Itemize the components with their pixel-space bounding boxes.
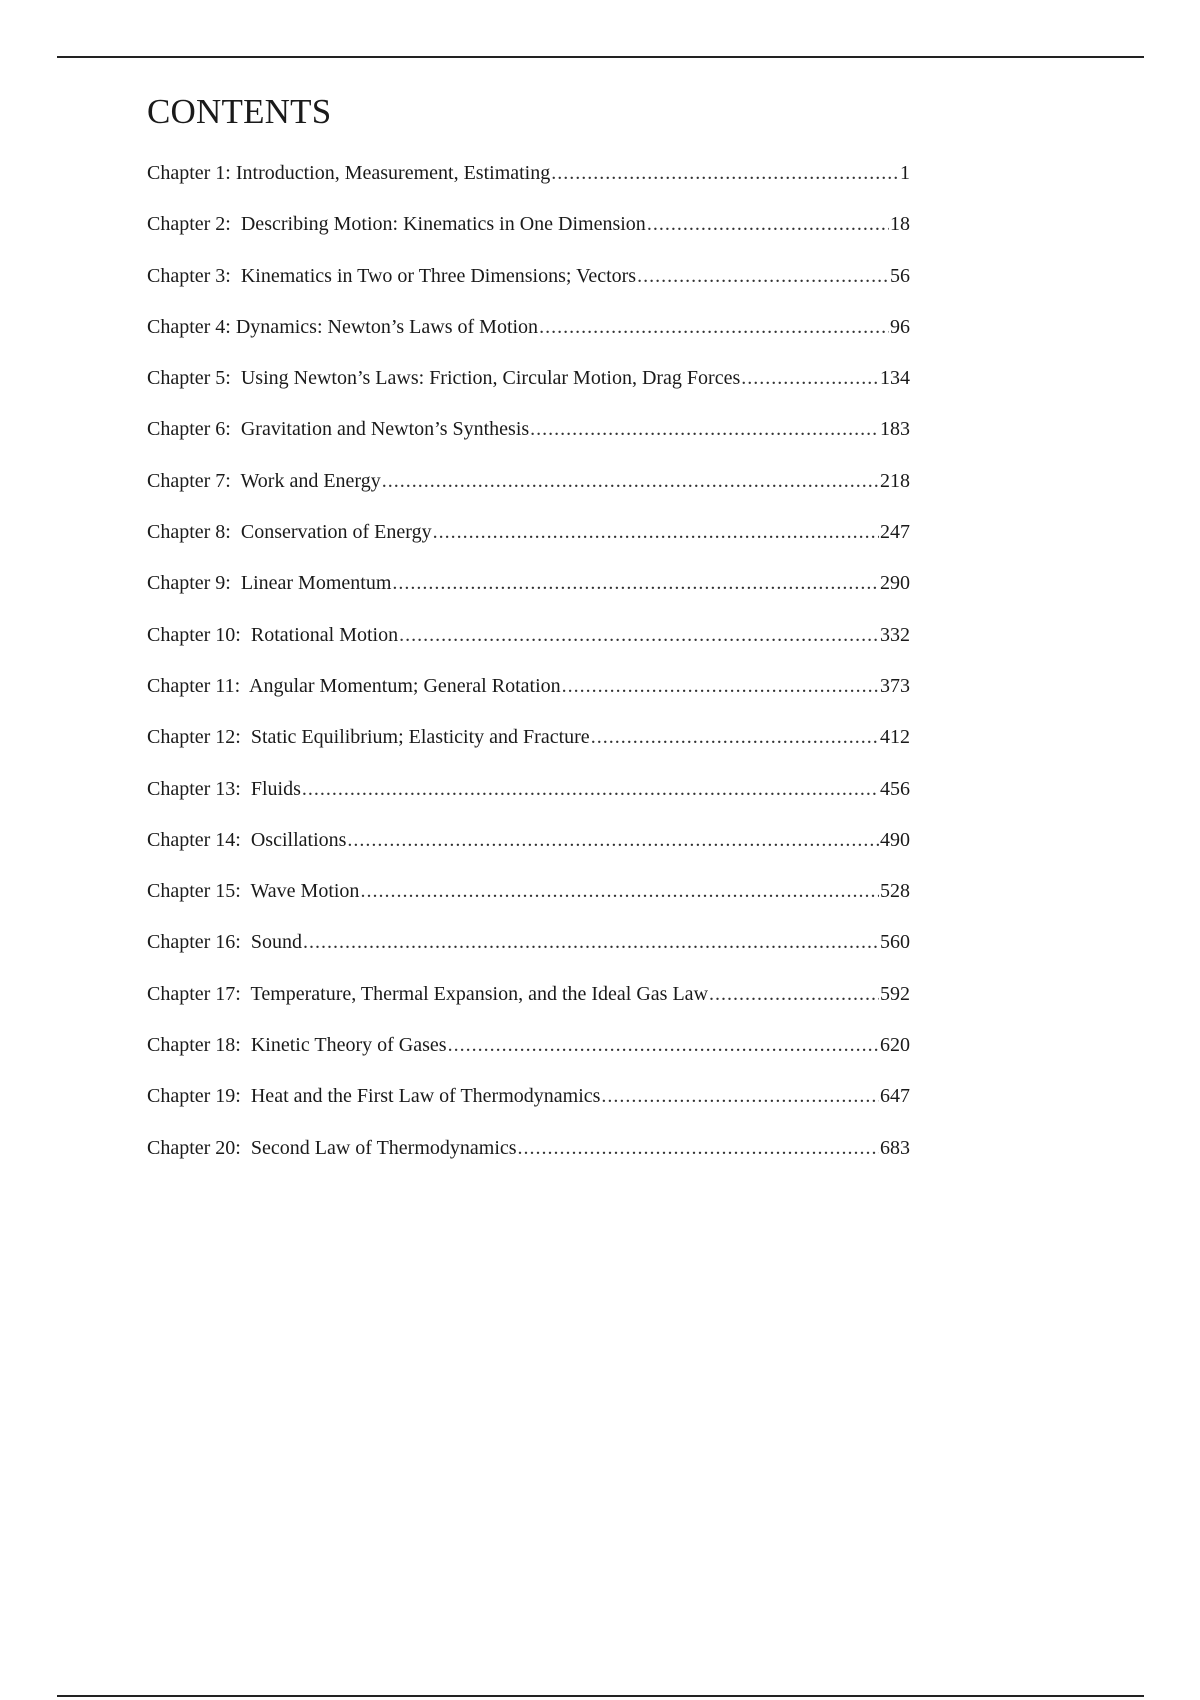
toc-entry-page-number: 456 xyxy=(880,777,910,800)
toc-entry-title: Chapter 12: Static Equilibrium; Elasticity and Fracture xyxy=(147,726,590,749)
dot-leader xyxy=(591,719,879,755)
page-title: CONTENTS xyxy=(147,92,332,131)
toc-entry-chapter-14[interactable] xyxy=(147,822,910,873)
table-of-contents xyxy=(147,155,910,1181)
toc-entry-page-number: 134 xyxy=(880,367,910,390)
dot-leader xyxy=(741,360,879,396)
bottom-rule xyxy=(57,1695,1144,1697)
toc-entry-title: Chapter 17: Temperature, Thermal Expansion, and the Ideal Gas Law xyxy=(147,982,709,1005)
toc-entry-page-number: 332 xyxy=(880,623,910,646)
dot-leader xyxy=(530,411,879,447)
toc-entry-chapter-13[interactable] xyxy=(147,771,910,822)
toc-entry-title: Chapter 5: Using Newton’s Laws: Friction, Circular Motion, Drag Forces xyxy=(147,367,741,390)
toc-entry-title: Chapter 4: Dynamics: Newton’s Laws of Motion xyxy=(147,315,539,338)
dot-leader xyxy=(303,924,879,960)
dot-leader xyxy=(518,1130,879,1166)
toc-entry-chapter-12[interactable] xyxy=(147,719,910,770)
toc-entry-page-number: 218 xyxy=(880,469,910,492)
toc-entry-title: Chapter 11: Angular Momentum; General Rotation xyxy=(147,674,561,697)
toc-entry-title: Chapter 7: Work and Energy xyxy=(147,469,381,492)
toc-entry-title: Chapter 3: Kinematics in Two or Three Dimensions; Vectors xyxy=(147,264,637,287)
toc-entry-title: Chapter 13: Fluids xyxy=(147,777,301,800)
toc-entry-title: Chapter 8: Conservation of Energy xyxy=(147,521,432,544)
toc-entry-chapter-1[interactable] xyxy=(147,155,910,206)
toc-entry-title: Chapter 15: Wave Motion xyxy=(147,880,360,903)
dot-leader xyxy=(562,668,879,704)
toc-entry-title: Chapter 20: Second Law of Thermodynamics xyxy=(147,1136,517,1159)
toc-entry-chapter-3[interactable] xyxy=(147,258,910,309)
toc-entry-chapter-7[interactable] xyxy=(147,463,910,514)
dot-leader xyxy=(302,771,879,807)
dot-leader xyxy=(347,822,879,858)
toc-entry-page-number: 560 xyxy=(880,931,910,954)
toc-entry-page-number: 247 xyxy=(880,521,910,544)
toc-entry-chapter-4[interactable] xyxy=(147,309,910,360)
toc-entry-chapter-17[interactable] xyxy=(147,976,910,1027)
toc-entry-page-number: 96 xyxy=(890,315,910,338)
toc-entry-title: Chapter 9: Linear Momentum xyxy=(147,572,392,595)
toc-entry-title: Chapter 16: Sound xyxy=(147,931,302,954)
toc-entry-page-number: 1 xyxy=(900,162,910,184)
dot-leader xyxy=(433,514,879,550)
toc-entry-title: Chapter 14: Oscillations xyxy=(147,828,347,851)
toc-entry-page-number: 290 xyxy=(880,572,910,595)
toc-entry-page-number: 683 xyxy=(880,1136,910,1159)
toc-entry-page-number: 18 xyxy=(890,213,910,236)
toc-entry-chapter-5[interactable] xyxy=(147,360,910,411)
toc-entry-chapter-6[interactable] xyxy=(147,411,910,462)
toc-entry-chapter-11[interactable] xyxy=(147,668,910,719)
toc-entry-page-number: 373 xyxy=(880,674,910,697)
toc-entry-page-number: 490 xyxy=(880,828,910,851)
toc-entry-page-number: 412 xyxy=(880,726,910,749)
dot-leader xyxy=(647,206,889,242)
dot-leader xyxy=(392,565,879,601)
toc-entry-chapter-19[interactable] xyxy=(147,1078,910,1129)
toc-entry-chapter-8[interactable] xyxy=(147,514,910,565)
toc-entry-chapter-10[interactable] xyxy=(147,617,910,668)
dot-leader xyxy=(399,617,879,653)
toc-entry-page-number: 647 xyxy=(880,1085,910,1108)
toc-entry-title: Chapter 10: Rotational Motion xyxy=(147,623,399,646)
toc-entry-page-number: 620 xyxy=(880,1034,910,1057)
toc-entry-title: Chapter 18: Kinetic Theory of Gases xyxy=(147,1034,447,1057)
toc-entry-page-number: 56 xyxy=(890,264,910,287)
toc-entry-title: Chapter 19: Heat and the First Law of Thermodynamics xyxy=(147,1085,601,1108)
dot-leader xyxy=(709,976,879,1012)
toc-entry-page-number: 528 xyxy=(880,880,910,903)
dot-leader xyxy=(448,1027,879,1063)
dot-leader xyxy=(382,463,879,499)
toc-entry-page-number: 183 xyxy=(880,418,910,441)
dot-leader xyxy=(551,155,899,191)
toc-entry-chapter-15[interactable] xyxy=(147,873,910,924)
toc-entry-chapter-18[interactable] xyxy=(147,1027,910,1078)
dot-leader xyxy=(539,309,889,345)
toc-entry-chapter-16[interactable] xyxy=(147,924,910,975)
toc-entry-page-number: 592 xyxy=(880,982,910,1005)
top-rule xyxy=(57,56,1144,58)
dot-leader xyxy=(360,873,879,909)
toc-entry-chapter-20[interactable] xyxy=(147,1130,910,1181)
toc-entry-title: Chapter 6: Gravitation and Newton’s Synthesis xyxy=(147,418,530,441)
toc-entry-title: Chapter 2: Describing Motion: Kinematics in One Dimension xyxy=(147,213,646,236)
dot-leader xyxy=(637,258,889,294)
toc-entry-chapter-9[interactable] xyxy=(147,565,910,616)
toc-entry-title: Chapter 1: Introduction, Measurement, Estimating xyxy=(147,162,551,184)
dot-leader xyxy=(601,1078,879,1114)
toc-entry-chapter-2[interactable] xyxy=(147,206,910,257)
